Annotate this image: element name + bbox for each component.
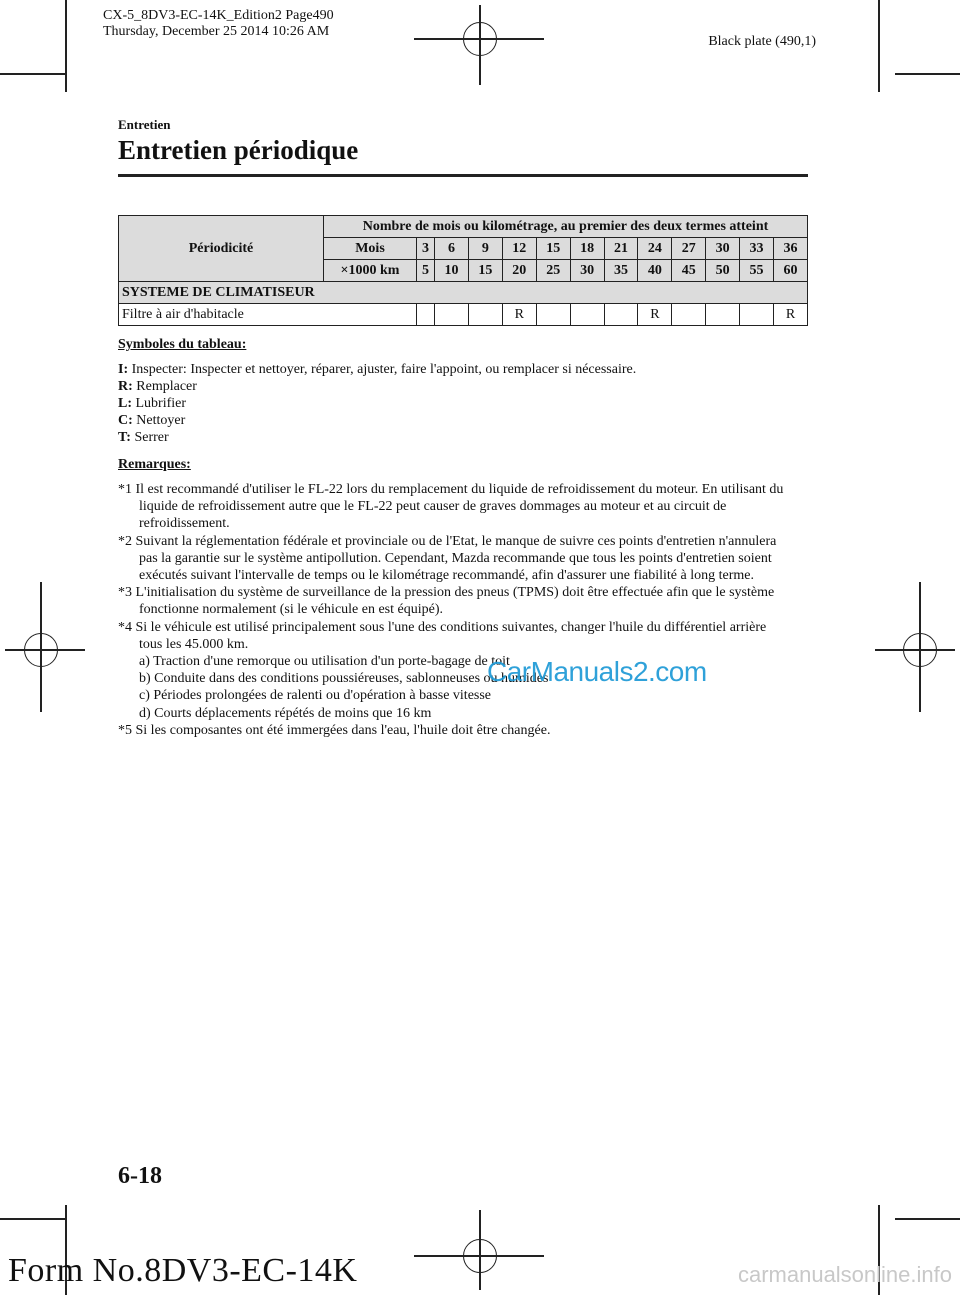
month-cell: 18 xyxy=(570,238,604,260)
form-number: Form No.8DV3-EC-14K xyxy=(8,1252,358,1289)
remark-4: *4 Si le véhicule est utilisé principalement sous l'une des conditions suivantes, changer l'huile du différentiel arrière tous les 45.000 km. xyxy=(118,619,767,652)
symbols-block xyxy=(118,336,808,446)
symbol-item xyxy=(118,429,808,446)
registration-line xyxy=(479,1210,481,1290)
system-heading: SYSTEME DE CLIMATISEUR xyxy=(119,282,808,304)
item-cell: R xyxy=(773,304,807,326)
section-label: Entretien xyxy=(118,117,171,132)
symbol-item xyxy=(118,395,808,412)
month-cell: 6 xyxy=(435,238,469,260)
item-cell xyxy=(570,304,604,326)
title-rule xyxy=(118,174,808,177)
item-cell xyxy=(672,304,706,326)
remark-4d: d) Courts déplacements répétés de moins que 16 km xyxy=(139,705,432,721)
table-row xyxy=(119,216,808,238)
km-cell: 30 xyxy=(570,260,604,282)
periodicite-header: Périodicité xyxy=(119,216,324,282)
crop-mark xyxy=(895,1218,960,1220)
registration-line xyxy=(919,582,921,712)
symbol-text: Serrer xyxy=(134,430,169,445)
remark-2: *2 Suivant la réglementation fédérale et provinciale ou de l'Etat, le manque de suivre ces points d'entretien n'annulera pas la garantie sur le système antipollution. Cependant, Mazda recommande que tous les points d'entretien soient exécutés suivant l'intervalle de temps ou le kilométrage recommandé, afin d'assurer une fiabilité à long terme. xyxy=(118,533,777,584)
symbol-key: I: xyxy=(118,362,129,377)
km-label: ×1000 km xyxy=(324,260,417,282)
remark-4b: b) Conduite dans des conditions poussiéreuses, sablonneuses ou humides xyxy=(139,671,549,687)
km-cell: 35 xyxy=(604,260,638,282)
km-cell: 10 xyxy=(435,260,469,282)
registration-line xyxy=(40,582,42,712)
month-cell: 3 xyxy=(417,238,435,260)
months-label: Mois xyxy=(324,238,417,260)
registration-line xyxy=(479,5,481,85)
symbol-text: Remplacer xyxy=(136,379,197,394)
month-cell: 27 xyxy=(672,238,706,260)
symbol-item xyxy=(118,412,808,429)
registration-line xyxy=(5,649,85,651)
remark-5: *5 Si les composantes ont été immergées dans l'eau, l'huile doit être changée. xyxy=(118,722,551,738)
symbol-key: C: xyxy=(118,413,133,428)
item-label: Filtre à air d'habitacle xyxy=(119,304,417,326)
item-cell: R xyxy=(638,304,672,326)
maintenance-table xyxy=(118,215,808,326)
item-cell xyxy=(417,304,435,326)
km-cell: 60 xyxy=(773,260,807,282)
remark-4a: a) Traction d'une remorque ou utilisation d'un porte-bagage de toit xyxy=(139,654,510,670)
month-cell: 12 xyxy=(502,238,536,260)
month-cell: 33 xyxy=(740,238,774,260)
page-number: 6-18 xyxy=(118,1163,162,1189)
remark-1: *1 Il est recommandé d'utiliser le FL-22 lors du remplacement du liquide de refroidissement du moteur. En utilisant du liquide de refroidissement autre que le FL-22 peut causer de graves dommages au moteur et au circuit de refroidissement. xyxy=(118,482,784,532)
date-line: Thursday, December 25 2014 10:26 AM xyxy=(103,24,330,39)
symbol-key: R: xyxy=(118,379,133,394)
remarks-list xyxy=(118,481,790,739)
symbol-key: L: xyxy=(118,396,132,411)
km-cell: 50 xyxy=(706,260,740,282)
table-row xyxy=(119,304,808,326)
crop-mark xyxy=(0,73,65,75)
symbol-text: Inspecter: Inspecter et nettoyer, réparer, ajuster, faire l'appoint, ou remplacer si nécessaire. xyxy=(131,362,637,377)
item-cell xyxy=(536,304,570,326)
km-cell: 5 xyxy=(417,260,435,282)
remark-3: *3 L'initialisation du système de surveillance de la pression des pneus (TPMS) doit être effectuée afin que le système fonctionne normalement (si le véhicule en est équipé). xyxy=(118,585,775,618)
remarks-heading: Remarques: xyxy=(118,457,191,472)
km-cell: 20 xyxy=(502,260,536,282)
km-cell: 55 xyxy=(740,260,774,282)
remark-4c: c) Périodes prolongées de ralenti ou d'opération à basse vitesse xyxy=(139,688,492,704)
symbols-heading: Symboles du tableau: xyxy=(118,337,247,352)
page-title: Entretien périodique xyxy=(118,135,359,165)
crop-mark xyxy=(0,1218,65,1220)
crop-mark xyxy=(65,0,67,92)
month-cell: 24 xyxy=(638,238,672,260)
symbol-item xyxy=(118,361,808,378)
month-cell: 21 xyxy=(604,238,638,260)
symbol-key: T: xyxy=(118,430,131,445)
item-cell xyxy=(604,304,638,326)
item-cell: R xyxy=(502,304,536,326)
item-cell xyxy=(706,304,740,326)
km-cell: 40 xyxy=(638,260,672,282)
crop-mark xyxy=(895,73,960,75)
symbol-text: Nettoyer xyxy=(136,413,186,428)
registration-line xyxy=(875,649,955,651)
watermark-carmanuals2: CarManuals2.com xyxy=(487,656,707,687)
item-cell xyxy=(468,304,502,326)
month-cell: 30 xyxy=(706,238,740,260)
km-cell: 15 xyxy=(468,260,502,282)
month-cell: 15 xyxy=(536,238,570,260)
km-cell: 25 xyxy=(536,260,570,282)
item-cell xyxy=(435,304,469,326)
km-cell: 45 xyxy=(672,260,706,282)
watermark-carmanualsonline: carmanualsonline.info xyxy=(737,1262,952,1287)
symbol-text: Lubrifier xyxy=(135,396,187,411)
crop-mark xyxy=(878,0,880,92)
file-line: CX-5_8DV3-EC-14K_Edition2 Page490 xyxy=(103,8,334,23)
symbol-item xyxy=(118,378,808,395)
plate-label: Black plate (490,1) xyxy=(708,34,816,49)
table-row xyxy=(119,282,808,304)
item-cell xyxy=(740,304,774,326)
month-cell: 36 xyxy=(773,238,807,260)
span-header: Nombre de mois ou kilométrage, au premier des deux termes atteint xyxy=(324,216,808,238)
month-cell: 9 xyxy=(468,238,502,260)
